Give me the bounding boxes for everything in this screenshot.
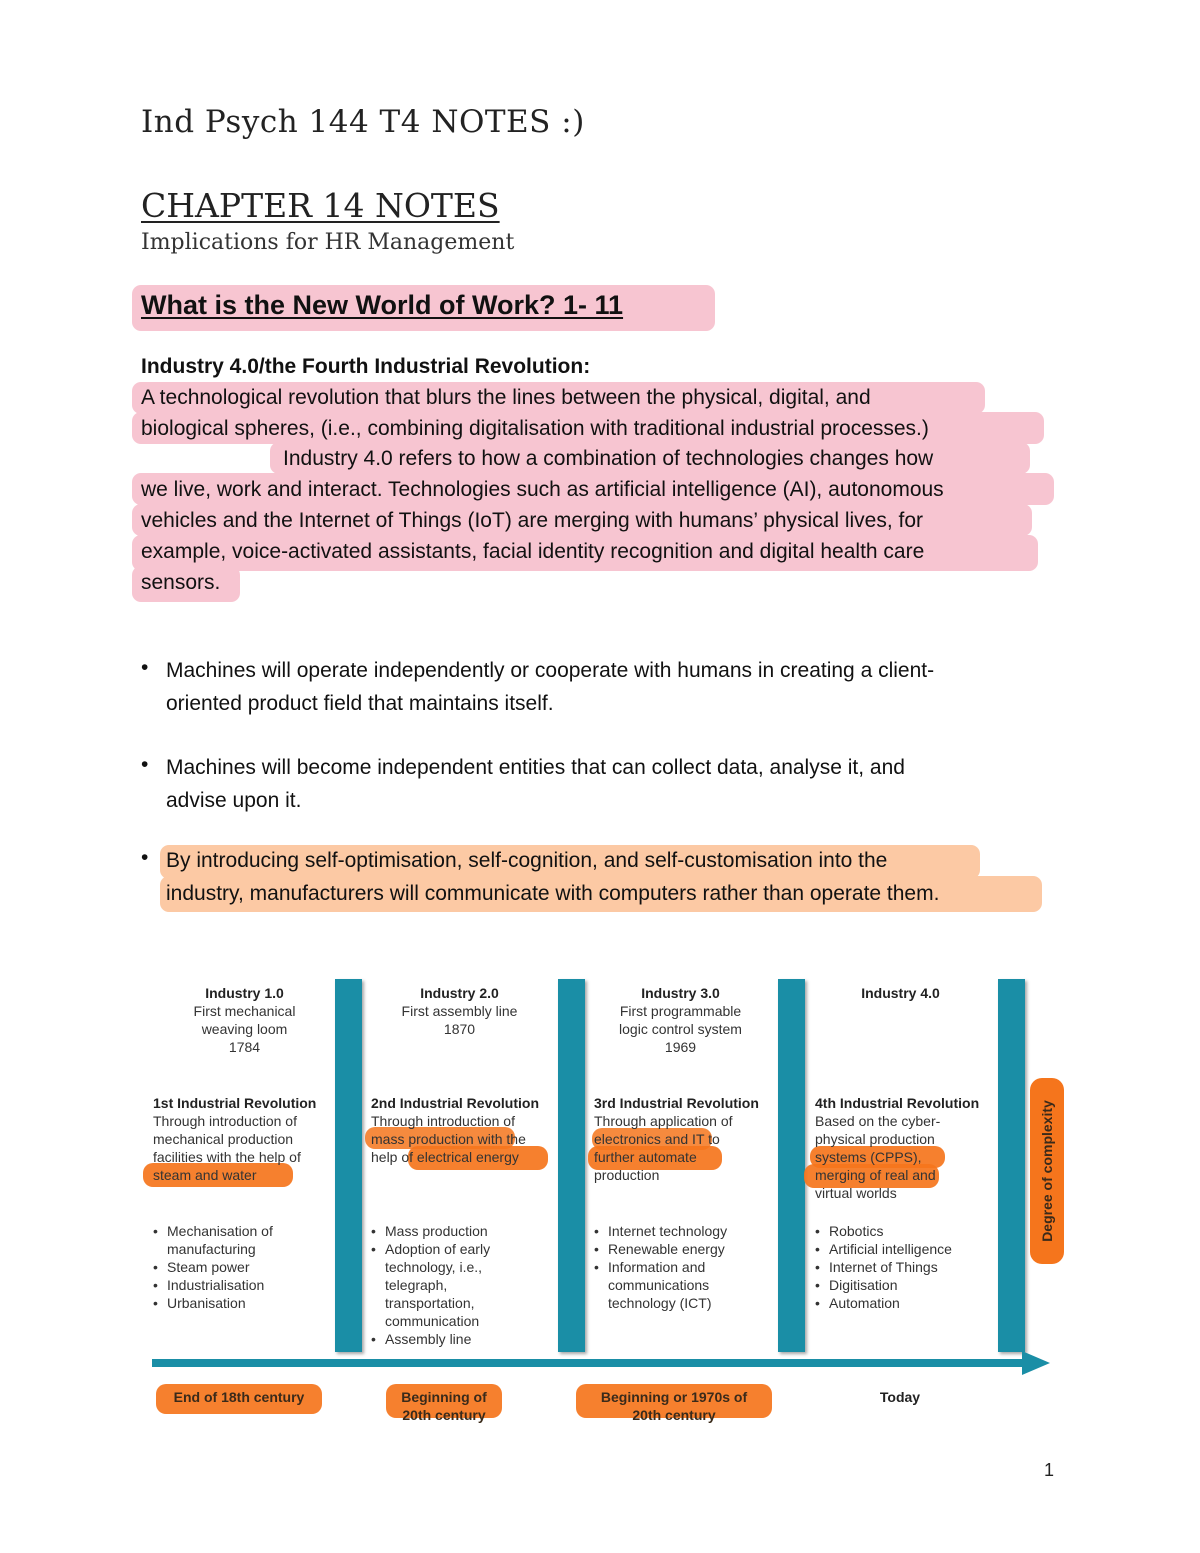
bullet-text: industry, manufacturers will communicate with computers rather than operate them. <box>166 882 940 905</box>
bullet-text: oriented product field that maintains itself. <box>166 692 554 715</box>
list-item: • Information and communications technology (ICT) <box>594 1258 774 1312</box>
timeline-pillar <box>558 979 585 1352</box>
paragraph-line: sensors. <box>141 571 221 594</box>
year-text: 1784 <box>228 1039 261 1055</box>
industry-label: Industry 2.0 <box>420 985 499 1001</box>
milestone-text: First assembly line <box>401 1003 518 1019</box>
feature-list <box>815 1222 995 1312</box>
list-item: • Mass production <box>371 1222 551 1240</box>
arrow-right-icon <box>1022 1351 1050 1375</box>
chapter-subtitle: Implications for HR Management <box>141 230 515 255</box>
era-label: Today <box>879 1389 921 1405</box>
industry-label: Industry 1.0 <box>205 985 284 1001</box>
revolution-description: Based on the cyber- physical production systems (CPPS), merging of real and virtual worlds <box>815 1113 941 1201</box>
list-item: • Industrialisation <box>153 1276 333 1294</box>
industry-label: Industry 4.0 <box>861 985 940 1001</box>
bullet-text: Machines will become independent entities that can collect data, analyse it, and <box>166 756 905 779</box>
paragraph-line: A technological revolution that blurs the lines between the physical, digital, and <box>141 386 871 409</box>
list-item: • Renewable energy <box>594 1240 774 1258</box>
list-item: • Assembly line <box>371 1330 551 1348</box>
list-item: • Robotics <box>815 1222 995 1240</box>
industrial-revolution-diagram <box>140 970 1060 1430</box>
bullet-icon: • <box>141 846 149 869</box>
complexity-axis-label: Degree of complexity <box>1039 1100 1055 1242</box>
revolution-description: Through application of electronics and IT to further automate production <box>594 1113 733 1183</box>
era-label: Beginning of 20th century <box>401 1389 487 1423</box>
list-item: • Digitisation <box>815 1276 995 1294</box>
bullet-icon: • <box>141 753 149 776</box>
bullet-text: Machines will operate independently or cooperate with humans in creating a client- <box>166 659 935 682</box>
feature-list <box>153 1222 333 1312</box>
milestone-text: First programmable logic control system <box>619 1003 742 1037</box>
milestone-text: First mechanical weaving loom <box>193 1003 296 1037</box>
feature-list <box>371 1222 551 1348</box>
bullet-text: By introducing self-optimisation, self-cognition, and self-customisation into the <box>166 849 888 872</box>
year-text: 1969 <box>664 1039 697 1055</box>
list-item: • Steam power <box>153 1258 333 1276</box>
feature-list <box>594 1222 774 1312</box>
chapter-title: CHAPTER 14 NOTES <box>141 186 500 225</box>
list-item: • Urbanisation <box>153 1294 333 1312</box>
timeline-pillar <box>335 979 362 1352</box>
industry-label: Industry 3.0 <box>641 985 720 1001</box>
era-label: Beginning or 1970s of 20th century <box>600 1389 748 1423</box>
list-item: • Adoption of early technology, i.e., telegraph, transportation, communication <box>371 1240 551 1330</box>
section-heading: What is the New World of Work? 1- 11 <box>141 290 624 320</box>
list-item: • Mechanisation of manufacturing <box>153 1222 333 1258</box>
list-item: • Automation <box>815 1294 995 1312</box>
paragraph-line: vehicles and the Internet of Things (IoT) are merging with humans’ physical lives, for <box>141 509 924 532</box>
paragraph-line: biological spheres, (i.e., combining digitalisation with traditional industrial processes.) <box>141 417 929 440</box>
bullet-text: advise upon it. <box>166 789 302 812</box>
document-title: Ind Psych 144 T4 NOTES :) <box>141 104 585 140</box>
page-number: 1 <box>1044 1460 1055 1480</box>
list-item: • Internet technology <box>594 1222 774 1240</box>
paragraph-line: example, voice-activated assistants, facial identity recognition and digital health care <box>141 540 925 563</box>
revolution-title: 3rd Industrial Revolution <box>594 1095 759 1111</box>
timeline-pillar <box>998 979 1025 1352</box>
paragraph-line: we live, work and interact. Technologies such as artificial intelligence (AI), autonomous <box>141 478 944 501</box>
timeline-arrow-shaft <box>152 1359 1028 1367</box>
revolution-description: Through introduction of mass production with the help of electrical energy <box>371 1113 526 1165</box>
section-subheading: Industry 4.0/the Fourth Industrial Revolution: <box>141 355 591 378</box>
revolution-description: Through introduction of mechanical production facilities with the help of steam and water <box>153 1113 301 1183</box>
timeline-pillar <box>778 979 805 1352</box>
bullet-icon: • <box>141 656 149 679</box>
year-text: 1870 <box>443 1021 476 1037</box>
list-item: • Artificial intelligence <box>815 1240 995 1258</box>
paragraph-line: Industry 4.0 refers to how a combination of technologies changes how <box>283 447 934 470</box>
era-label: End of 18th century <box>173 1389 305 1405</box>
revolution-title: 2nd Industrial Revolution <box>371 1095 540 1111</box>
revolution-title: 1st Industrial Revolution <box>153 1095 317 1111</box>
revolution-title: 4th Industrial Revolution <box>815 1095 980 1111</box>
list-item: • Internet of Things <box>815 1258 995 1276</box>
